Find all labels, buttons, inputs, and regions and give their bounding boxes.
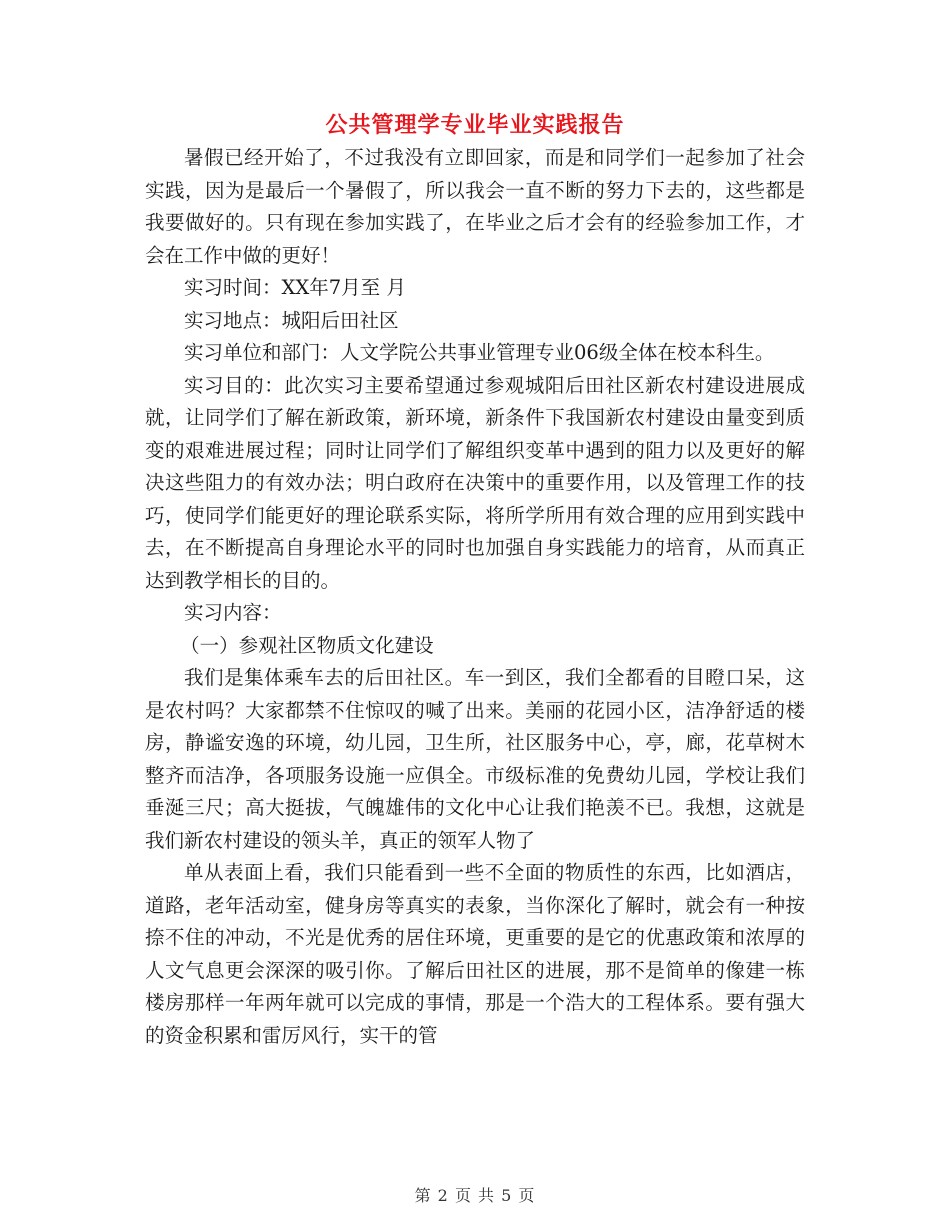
- paragraph-intro: 暑假已经开始了，不过我没有立即回家，而是和同学们一起参加了社会实践，因为是最后一个暑假了，所以我会一直不断的努力下去的，这些都是我要做好的。只有现在参加实践了，在毕业之后才会有的经验参加工作，才会在工作中做的更好！: [145, 146, 805, 267]
- paragraph-internship-location: 实习地点：城阳后田社区: [184, 308, 399, 332]
- paragraph-internship-unit: 实习单位和部门：人文学院公共事业管理专业06级全体在校本科生。: [184, 341, 775, 364]
- document-body: [145, 142, 805, 1052]
- section-heading-visit: （一）参观社区物质文化建设: [180, 633, 434, 657]
- paragraph-internship-purpose: 实习目的：此次实习主要希望通过参观城阳后田社区新农村建设进展成就，让同学们了解在新政策，新环境，新条件下我国新农村建设由量变到质变的艰难进展过程；同时让同学们了解组织变革中遇到的阻力以及更好的解决这些阻力的有效办法；明白政府在决策中的重要作用，以及管理工作的技巧，使同学们能更好的理论联系实际，将所学所用有效合理的应用到实践中去，在不断提高自身理论水平的同时也加强自身实践能力的培育，从而真正达到教学相长的目的。: [145, 373, 805, 592]
- document-title: 公共管理学专业毕业实践报告: [325, 112, 625, 138]
- paragraph-internship-time: 实习时间：XX年7月至 月: [184, 276, 406, 299]
- paragraph-internship-content-heading: 实习内容：: [184, 601, 282, 624]
- paragraph-surface-view: 单从表面上看，我们只能看到一些不全面的物质性的东西，比如酒店，道路，老年活动室，健身房等真实的表象，当你深化了解时，就会有一种按捺不住的冲动，不光是优秀的居住环境，更重要的是它的优惠政策和浓厚的人文气息更会深深的吸引你。了解后田社区的进展，那不是简单的像建一栋楼房那样一年两年就可以完成的事情，那是一个浩大的工程体系。要有强大的资金积累和雷厉风行，实干的管: [145, 861, 805, 1047]
- paragraph-visit-description: 我们是集体乘车去的后田社区。车一到区，我们全都看的目瞪口呆，这是农村吗？大家都禁不住惊叹的喊了出来。美丽的花园小区，洁净舒适的楼房，静谧安逸的环境，幼儿园，卫生所，社区服务中心，亭，廊，花草树木整齐而洁净，各项服务设施一应俱全。市级标准的免费幼儿园，学校让我们垂涎三尺；高大挺拔，气魄雄伟的文化中心让我们艳羡不已。我想，这就是我们新农村建设的领头羊，真正的领军人物了: [145, 666, 805, 852]
- page-footer: 第 2 页 共 5 页: [414, 1186, 536, 1205]
